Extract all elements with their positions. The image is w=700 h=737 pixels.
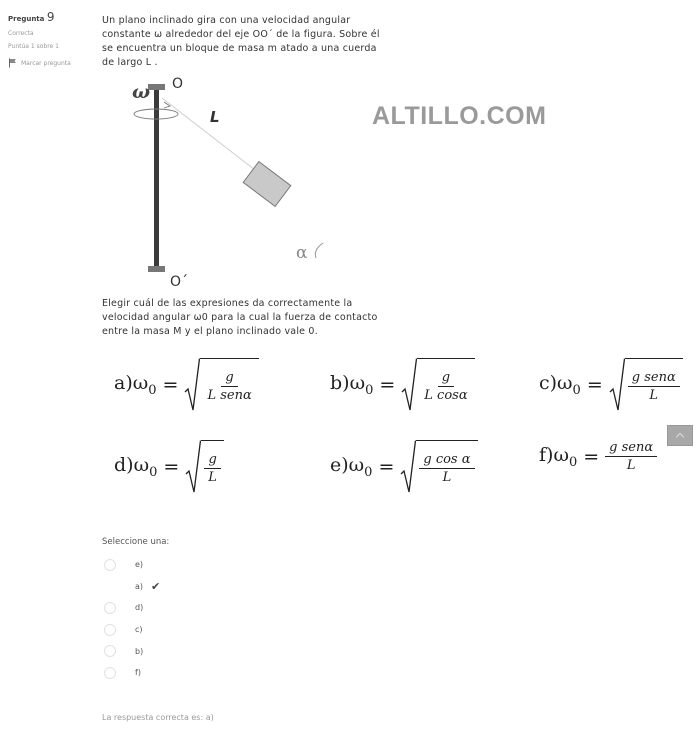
formula-label: $c)\omega_0$	[539, 372, 581, 398]
formula-denominator: L	[626, 458, 636, 473]
radio-button[interactable]	[104, 602, 116, 614]
formula-d	[114, 440, 224, 494]
axis-bottom-cap	[148, 266, 165, 272]
o-bottom-label: O´	[170, 274, 189, 287]
flag-question-label: Marcar pregunta	[21, 59, 71, 67]
formula-denominator: L	[649, 388, 659, 403]
question-text: Un plano inclinado gira con una velocidad angular constante ω alrededor del eje OO´ de la figura. Sobre él se encuentra un bloque de masa m atado a una cuerda de largo L .	[102, 15, 380, 68]
question-number-label	[8, 10, 96, 24]
formula-subscript: 0	[149, 464, 158, 480]
answer-option-label: a)	[135, 581, 144, 591]
formula-label: $d)\omega_0$	[114, 454, 158, 480]
formula-label: $e)\omega_0$	[330, 454, 373, 480]
formula-f	[539, 440, 657, 473]
fraction	[200, 358, 258, 412]
question-number: 9	[46, 10, 55, 24]
formula-numerator: g	[438, 368, 454, 387]
answer-option-label: f)	[135, 668, 141, 678]
formula-subscript: 0	[148, 382, 157, 398]
radical	[400, 440, 477, 494]
question-instruction-text: Elegir cuál de las expresiones da correctamente la velocidad angular ω0 para la cual la fuerza de contacto entre la masa M y el plano inclinado vale 0.	[102, 298, 378, 337]
axis-top-cap	[148, 84, 165, 90]
question-word: Pregunta	[8, 15, 45, 23]
watermark: ALTILLO.COM	[372, 102, 547, 130]
formula-subscript: 0	[365, 382, 374, 398]
formula-label: $b)\omega_0$	[330, 372, 374, 398]
formula-denominator: L	[442, 470, 452, 485]
answer-option-label: d)	[135, 603, 144, 613]
formula-equals: =	[586, 374, 603, 396]
fraction	[201, 440, 224, 494]
radical	[609, 358, 683, 412]
radio-button[interactable]	[104, 624, 116, 636]
correct-answer-text: La respuesta correcta es: a)	[102, 713, 214, 722]
select-one-label: Seleccione una:	[102, 537, 170, 547]
answer-option-label: e)	[135, 560, 144, 570]
rotation-axis	[154, 88, 159, 268]
block-mass	[243, 162, 291, 207]
formula-equals: =	[378, 456, 395, 478]
alpha-arc	[315, 243, 323, 258]
answer-option[interactable]	[104, 619, 160, 641]
formula-equals: =	[163, 456, 180, 478]
formula-denominator: L	[208, 470, 217, 485]
formula-subscript: 0	[572, 382, 581, 398]
answer-option-label: b)	[135, 646, 144, 656]
question-instruction	[102, 297, 382, 339]
radio-button[interactable]	[104, 667, 116, 679]
radical-sign-icon	[185, 440, 201, 494]
formula-subscript: 0	[568, 454, 578, 470]
question-score: Puntúa 1 sobre 1	[8, 43, 59, 50]
answer-option[interactable]	[104, 597, 160, 619]
formula-a	[114, 358, 259, 412]
length-label: L	[210, 108, 220, 126]
omega-label: ω	[132, 81, 151, 103]
o-top-label: O	[172, 76, 184, 92]
question-info-panel	[8, 10, 96, 68]
alpha-label: α	[296, 243, 308, 263]
formula-subscript: 0	[364, 464, 373, 480]
fraction	[416, 440, 477, 494]
radical	[185, 440, 224, 494]
fraction	[605, 440, 657, 473]
formula-equals: =	[379, 374, 396, 396]
radical	[184, 358, 258, 412]
formula-equals: =	[583, 445, 600, 468]
formula-numerator: g	[221, 368, 237, 387]
formula-label: $a)\omega_0$	[114, 372, 157, 398]
formula-numerator: g	[204, 450, 220, 469]
formula-denominator: L cosα	[424, 388, 468, 403]
flag-question-link[interactable]	[8, 58, 96, 68]
answer-option-label: c)	[135, 625, 143, 635]
formula-label: $f)\omega_0$	[539, 443, 578, 470]
radical-sign-icon	[609, 358, 625, 412]
radio-button[interactable]	[104, 559, 116, 571]
fraction	[625, 358, 683, 412]
answer-option[interactable]	[104, 576, 160, 598]
formula-denominator: L senα	[207, 388, 252, 403]
formula-c	[539, 358, 683, 412]
radical-sign-icon	[401, 358, 417, 412]
radical	[401, 358, 474, 412]
answer-option[interactable]	[104, 554, 160, 576]
answer-option[interactable]	[104, 662, 160, 684]
formula-equals: =	[162, 374, 179, 396]
radio-button[interactable]	[104, 645, 116, 657]
answer-options	[104, 554, 160, 684]
checkmark-icon: ✔	[151, 579, 161, 593]
formula-numerator: g senα	[605, 440, 657, 457]
fraction	[417, 358, 474, 412]
formula-numerator: g senα	[628, 368, 680, 387]
string	[162, 98, 255, 170]
radical-sign-icon	[400, 440, 416, 494]
formula-numerator: g cos α	[419, 450, 474, 469]
answer-option[interactable]	[104, 640, 160, 662]
flag-icon	[8, 58, 17, 68]
scroll-to-top-button[interactable]	[667, 425, 693, 446]
question-status: Correcta	[8, 30, 34, 37]
radical-sign-icon	[184, 358, 200, 412]
physics-figure	[120, 72, 330, 287]
formula-e	[330, 440, 478, 494]
radio-button[interactable]	[104, 580, 116, 592]
formula-b	[330, 358, 475, 412]
